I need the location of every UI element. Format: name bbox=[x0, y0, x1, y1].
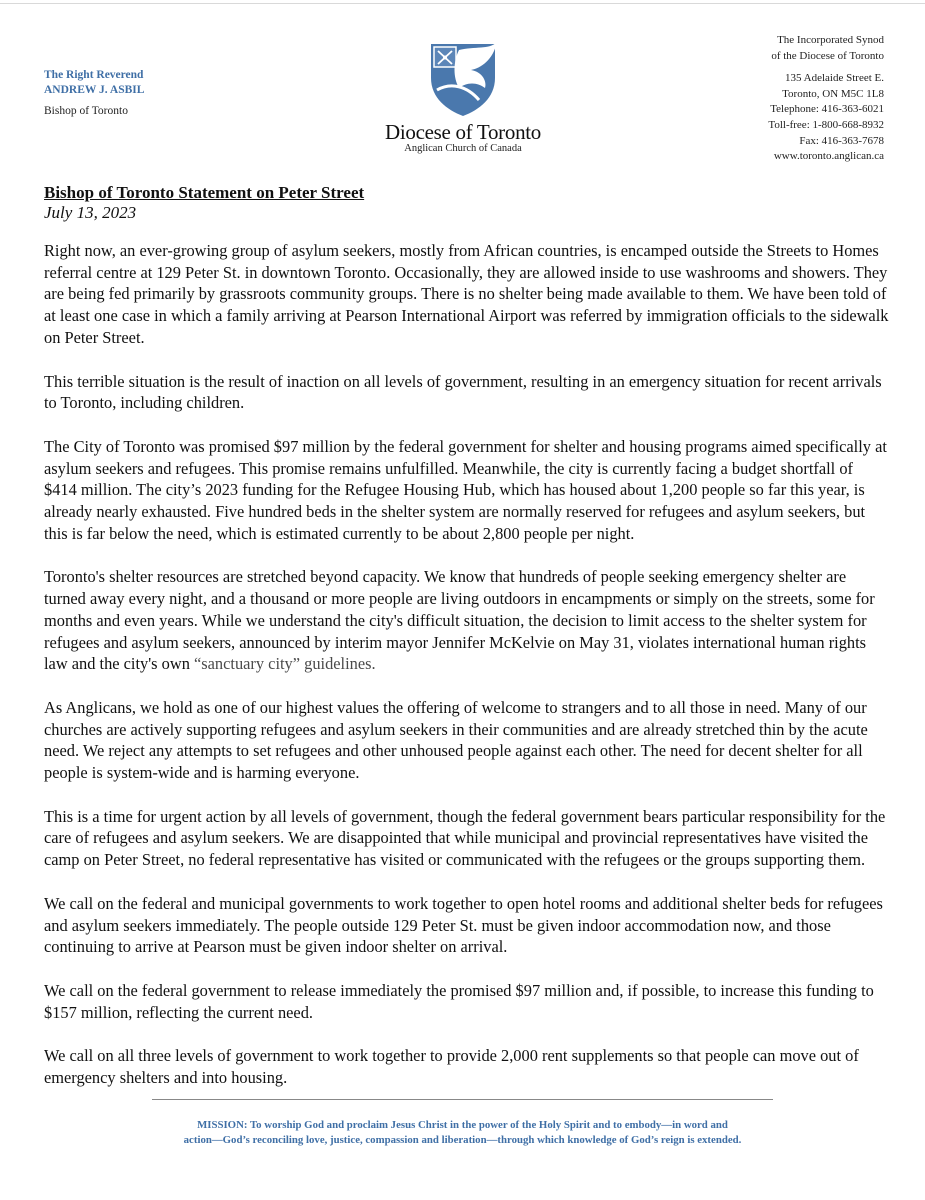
paragraph-1: Right now, an ever-growing group of asylum seekers, mostly from African countries, is encamped outside the Streets to Homes referral centre at 129 Peter St. in downtown Toronto. Occasionally, they are allowed inside to use washrooms and showers. They are being fed primarily by grassroots community groups. There is no shelter being made available to them. We have been told of at least one case in which a family arriving at Pearson International Airport was referred by immigration officials to the sidewalk on Peter Street. bbox=[44, 241, 889, 347]
statement-title: Bishop of Toronto Statement on Peter Street bbox=[44, 183, 365, 202]
paragraph-6: This is a time for urgent action by all levels of government, though the federal government bears particular responsibility for the care of refugees and asylum seekers. We are disappointed that while municipal and provincial representatives have visited the camp on Peter Street, no federal representative has visited or communicated with the refugees or the groups supporting them. bbox=[44, 806, 886, 870]
paragraph-7: We call on the federal and municipal governments to work together to open hotel rooms and additional shelter beds for refugees and asylum seekers immediately. The people outside 129 Peter St. must be given indoor accommodation now, and those continuing to arrive at Pearson must be given indoor shelter on arrival. bbox=[44, 893, 883, 957]
org-subtitle: Anglican Church of Canada bbox=[404, 143, 522, 154]
bishop-title: The Right Reverend bbox=[44, 69, 144, 81]
synod-line-2: of the Diocese of Toronto bbox=[771, 49, 884, 62]
diocese-logo bbox=[378, 38, 548, 155]
sanctuary-city-link[interactable]: “sanctuary city” guidelines. bbox=[194, 654, 376, 674]
mission-statement bbox=[120, 1118, 805, 1148]
bishop-block bbox=[44, 68, 144, 119]
org-name: Diocese of Toronto bbox=[384, 120, 542, 144]
paragraph-5: As Anglicans, we hold as one of our highest values the offering of welcome to strangers and to all those in need. Many of our churches are actively supporting refugees and asylum seekers in their communities and are already stretched thin by the acute need. We reject any attempts to set refugees and other unhoused people against each other. The need for decent shelter for all people is system-wide and is harming everyone. bbox=[44, 697, 868, 783]
paragraph-8: We call on the federal government to release immediately the promised $97 million and, if possible, to increase this funding to $157 million, reflecting the current need. bbox=[44, 980, 874, 1022]
mission-line-2: action—God’s reconciling love, justice, compassion and liberation—through which knowledge of God’s reign is extended. bbox=[183, 1134, 742, 1146]
fax: Fax: 416-363-7678 bbox=[799, 134, 884, 147]
mission-line-1: MISSION: To worship God and proclaim Jesus Christ in the power of the Holy Spirit and to embody—in word and bbox=[197, 1119, 728, 1131]
statement-body bbox=[44, 183, 889, 1089]
bishop-name: ANDREW J. ASBIL bbox=[44, 84, 145, 96]
paragraph-3: The City of Toronto was promised $97 million by the federal government for shelter and housing programs aimed specifically at asylum seekers and refugees. This promise remains unfulfilled. Meanwhile, the city is currently facing a budget shortfall of $414 million. The city’s 2023 funding for the Refugee Housing Hub, which has housed about 1,200 people so far this year, is already nearly exhausted. Five hundred beds in the shelter system are normally reserved for refugees and asylum seekers, but this is far below the need, which is estimated currently to be about 2,800 people per night. bbox=[44, 436, 887, 543]
address-line-1: 135 Adelaide Street E. bbox=[785, 72, 884, 85]
footer-divider bbox=[152, 1099, 773, 1100]
telephone: Telephone: 416-363-6021 bbox=[770, 103, 884, 116]
contact-block bbox=[768, 33, 884, 165]
bishop-role: Bishop of Toronto bbox=[44, 105, 128, 117]
shield-dove-icon bbox=[423, 38, 503, 118]
toll-free: Toll-free: 1-800-668-8932 bbox=[768, 118, 884, 131]
paragraph-9: We call on all three levels of government to work together to provide 2,000 rent supplements so that people can move out of emergency shelters and into housing. bbox=[44, 1046, 859, 1088]
synod-line-1: The Incorporated Synod bbox=[777, 34, 884, 46]
paragraph-4 bbox=[44, 566, 889, 675]
top-border bbox=[0, 3, 925, 4]
website-link[interactable]: www.toronto.anglican.ca bbox=[773, 150, 884, 163]
address-line-2: Toronto, ON M5C 1L8 bbox=[782, 87, 884, 100]
paragraph-2: This terrible situation is the result of inaction on all levels of government, resulting in an emergency situation for recent arrivals to Toronto, including children. bbox=[44, 371, 882, 413]
paragraph-4-text: Toronto's shelter resources are stretched beyond capacity. We know that hundreds of people seeking emergency shelter are turned away every night, and a thousand or more people are living outdoors in encampments or simply on the streets, some for months and even years. While we understand the city's difficult situation, the decision to limit access to the shelter system for refugees and asylum seekers, announced by interim mayor Jennifer McKelvie on May 31, violates international human rights law and the city's own bbox=[44, 567, 875, 674]
statement-date: July 13, 2023 bbox=[44, 203, 137, 222]
